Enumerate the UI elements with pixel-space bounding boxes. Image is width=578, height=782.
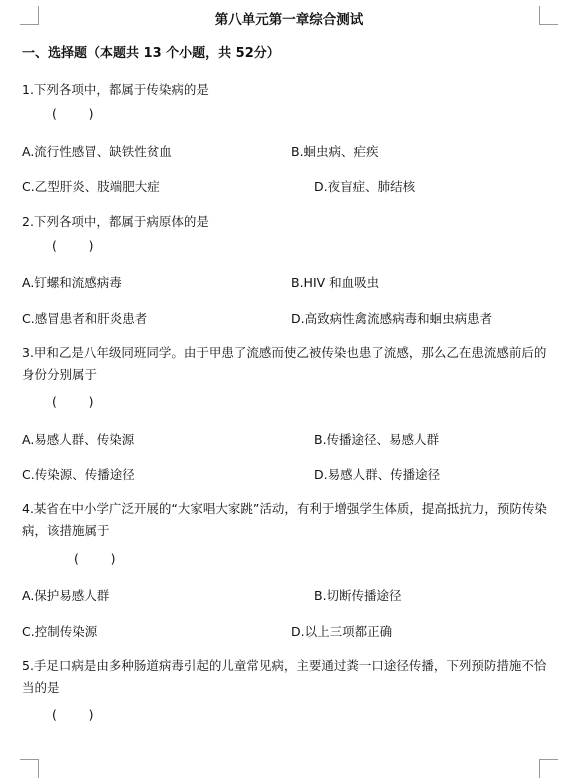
document-title: 第八单元第一章综合测试	[214, 12, 364, 28]
question-1-option-c: C.乙型肝炎、肢端肥大症	[22, 179, 160, 194]
question-4-answer-blank: ( )	[74, 551, 116, 566]
question-4-option-d: D.以上三项都正确	[291, 624, 393, 639]
question-1-answer-blank: ( )	[52, 106, 94, 121]
question-1-stem: 1.下列各项中，都属于传染病的是	[22, 82, 209, 97]
question-3-option-c: C.传染源、传播途径	[22, 467, 135, 482]
question-3-option-d: D.易感人群、传播途径	[314, 467, 441, 482]
question-5-answer-blank: ( )	[52, 707, 94, 722]
section-heading: 一、选择题（本题共 13 个小题，共 52分）	[22, 46, 280, 61]
question-1-option-a: A.流行性感冒、缺铁性贫血	[22, 144, 172, 159]
question-3-answer-blank: ( )	[52, 394, 94, 409]
question-3-option-a: A.易感人群、传染源	[22, 432, 135, 447]
question-4-option-a: A.保护易感人群	[22, 588, 110, 603]
question-1-option-b: B.蛔虫病、疟疾	[291, 144, 379, 159]
question-2-stem: 2.下列各项中，都属于病原体的是	[22, 214, 209, 229]
question-2-option-a: A.钉螺和流感病毒	[22, 275, 122, 290]
question-2-answer-blank: ( )	[52, 238, 94, 253]
question-4-stem: 4.某省在中小学广泛开展的“大家唱大家跳”活动，有利于增强学生体质，提高抵抗力，预防传染病，该措施属于	[22, 501, 547, 538]
crop-mark-bottom-right	[539, 759, 558, 778]
question-2-option-c: C.感冒患者和肝炎患者	[22, 311, 148, 326]
question-5-stem: 5.手足口病是由多种肠道病毒引起的儿童常见病，主要通过粪一口途径传播，下列预防措施不恰当的是	[22, 658, 547, 695]
question-3-stem: 3.甲和乙是八年级同班同学。由于甲患了流感而使乙被传染也患了流感，那么乙在患流感前后的身份分别属于	[22, 345, 547, 382]
question-2-option-b: B.HIV 和血吸虫	[291, 275, 380, 290]
question-4-option-c: C.控制传染源	[22, 624, 98, 639]
question-2-option-d: D.高致病性禽流感病毒和蛔虫病患者	[291, 311, 493, 326]
question-4-option-b: B.切断传播途径	[314, 588, 402, 603]
question-1-option-d: D.夜盲症、肺结核	[314, 179, 416, 194]
question-3-option-b: B.传播途径、易感人群	[314, 432, 440, 447]
crop-mark-bottom-left	[20, 759, 39, 778]
